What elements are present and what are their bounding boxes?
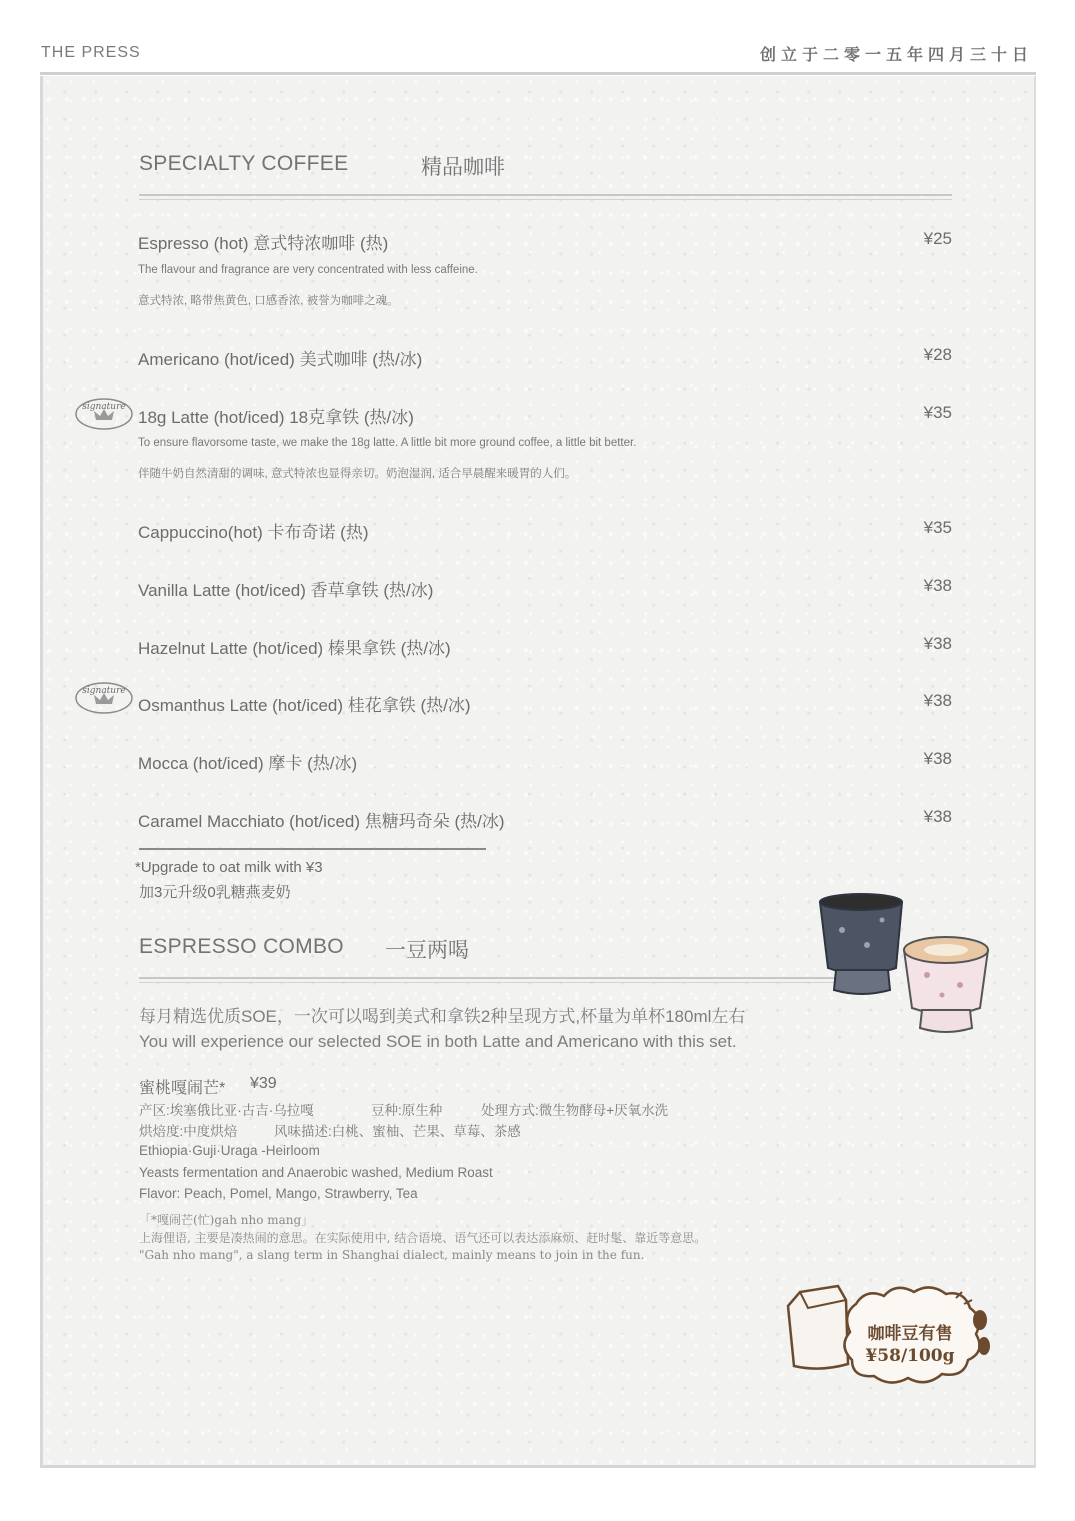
bean-roast-cn: 烘焙度:中度烘焙: [139, 1124, 238, 1139]
top-rule: [40, 72, 1036, 75]
item-price: ¥38: [923, 691, 952, 710]
bean-flavor-cn: 风味描述:白桃、蜜柚、芒果、草莓、茶感: [274, 1124, 521, 1139]
specialty-title-cn: 精品咖啡: [421, 155, 505, 179]
founded-date: 创立于二零一五年四月三十日: [759, 45, 1033, 64]
item-name: Osmanthus Latte (hot/iced) 桂花拿铁 (热/冰): [138, 696, 471, 715]
upgrade-note-cn: 加3元升级0乳糖燕麦奶: [139, 884, 291, 901]
signature-badge: [74, 680, 132, 714]
beans-sale-badge: [780, 1274, 995, 1394]
bean-price: ¥39: [250, 1075, 277, 1092]
item-name: 18g Latte (hot/iced) 18克拿铁 (热/冰): [138, 408, 414, 427]
footnote-cn: 上海俚语, 主要是凑热闹的意思。在实际使用中, 结合语境、语气还可以表达添麻烦、赶时髦、靠近等意思。: [139, 1231, 707, 1245]
signature-badge: [74, 396, 132, 430]
item-price: ¥35: [923, 518, 952, 537]
item-name: Americano (hot/iced) 美式咖啡 (热/冰): [138, 350, 423, 369]
combo-title-cn: 一豆两喝: [385, 938, 469, 962]
bean-origin-cn: 产区:埃塞俄比亚·古吉·乌拉嘎: [139, 1103, 314, 1118]
footnote-en: "Gah nho mang", a slang term in Shanghai dialect, mainly means to join in the fun.: [139, 1248, 645, 1262]
bean-name: 蜜桃嘎闹芒*: [139, 1080, 226, 1097]
bean-flavor-en: Flavor: Peach, Pomel, Mango, Strawberry, Tea: [139, 1186, 418, 1201]
item-price: ¥38: [923, 634, 952, 653]
specialty-rule: [139, 194, 952, 196]
specialty-title-en: SPECIALTY COFFEE: [139, 152, 349, 175]
bean-variety-cn: 豆种:原生种: [371, 1103, 443, 1118]
signature-text: signature: [82, 402, 126, 412]
item-name: Caramel Macchiato (hot/iced) 焦糖玛奇朵 (热/冰): [138, 812, 505, 831]
item-desc-en: The flavour and fragrance are very concentrated with less caffeine.: [138, 264, 478, 276]
bean-process-cn: 处理方式:微生物酵母+厌氧水洗: [481, 1103, 669, 1118]
combo-intro-en: You will experience our selected SOE in both Latte and Americano with this set.: [139, 1032, 737, 1051]
upgrade-rule: [139, 848, 486, 850]
upgrade-note-en: *Upgrade to oat milk with ¥3: [135, 859, 323, 876]
combo-title-en: ESPRESSO COMBO: [139, 935, 344, 958]
coffee-cups-illustration: [812, 890, 992, 1040]
item-name: Hazelnut Latte (hot/iced) 榛果拿铁 (热/冰): [138, 639, 451, 658]
item-desc-en: To ensure flavorsome taste, we make the 18g latte. A little bit more ground coffee, a little bit better.: [138, 437, 637, 449]
combo-rule: [139, 977, 839, 979]
footnote-title: 「*嘎闹芒(忙)gah nho mang」: [139, 1213, 314, 1227]
item-price: ¥38: [923, 576, 952, 595]
brand-name: THE PRESS: [41, 44, 141, 61]
item-desc-cn: 意式特浓, 略带焦黄色, 口感香浓, 被誉为咖啡之魂。: [138, 295, 399, 307]
item-price: ¥38: [923, 749, 952, 768]
item-desc-cn: 伴随牛奶自然清甜的调味, 意式特浓也显得亲切。奶泡湿润, 适合早晨醒来暖胃的人们。: [138, 468, 577, 480]
item-price: ¥38: [923, 807, 952, 826]
signature-text: signature: [82, 686, 126, 696]
bean-process-en: Yeasts fermentation and Anaerobic washed, Medium Roast: [139, 1165, 493, 1180]
item-name: Mocca (hot/iced) 摩卡 (热/冰): [138, 754, 358, 773]
item-price: ¥25: [923, 229, 952, 248]
item-name: Espresso (hot) 意式特浓咖啡 (热): [138, 234, 389, 253]
bean-origin-en: Ethiopia·Guji·Uraga -Heirloom: [139, 1143, 320, 1158]
beans-sale-label: 咖啡豆有售: [867, 1324, 953, 1344]
item-price: ¥35: [923, 403, 952, 422]
combo-intro-cn: 每月精选优质SOE，一次可以喝到美式和拿铁2种呈现方式,杯量为单杯180ml左右: [139, 1007, 746, 1026]
beans-sale-price: ¥58/100g: [865, 1346, 955, 1366]
item-name: Vanilla Latte (hot/iced) 香草拿铁 (热/冰): [138, 581, 434, 600]
item-name: Cappuccino(hot) 卡布奇诺 (热): [138, 523, 369, 542]
item-price: ¥28: [923, 345, 952, 364]
